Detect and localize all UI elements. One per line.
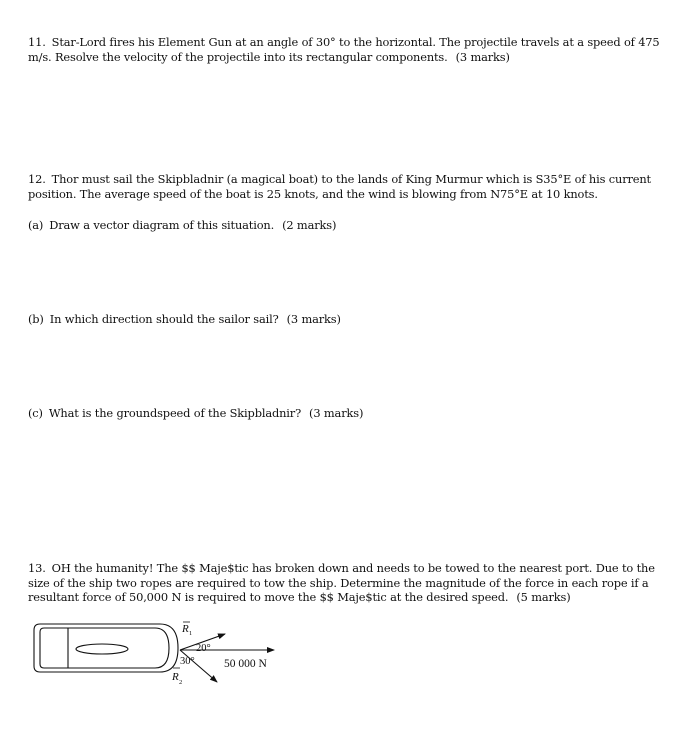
ship-hull-outer <box>34 624 178 672</box>
question-11-marks: (3 marks) <box>455 49 510 64</box>
ship-deck-ellipse <box>76 644 128 654</box>
r1-label: R <box>182 623 189 635</box>
question-13-marks: (5 marks) <box>516 590 571 604</box>
question-12-text: Thor must sail the Skipbladnir (a magical boat) to the lands of King Murmur which is S35°E of his current position. The average speed of the boat is 25 knots, and the wind is blowing from N75°E at 10 knots. <box>28 172 651 201</box>
ship-hull-inner <box>40 628 169 668</box>
question-12c <box>28 406 363 421</box>
question-11-text: Star-Lord fires his Element Gun at an angle of 30° to the horizontal. The projectile travels at a speed of 475 m/s. Resolve the velocity of the projectile into its rectangular components. <box>28 35 660 64</box>
r2-label: R <box>172 671 179 683</box>
question-12b-marks: (3 marks) <box>286 312 341 326</box>
question-12c-label: (c) <box>28 406 43 420</box>
question-13 <box>28 561 668 605</box>
question-12-number: 12. <box>28 172 46 186</box>
question-11-number: 11. <box>28 35 46 49</box>
question-12b-text: In which direction should the sailor sail? <box>49 312 279 326</box>
question-12c-marks: (3 marks) <box>309 406 364 420</box>
question-12a-marks: (2 marks) <box>282 218 337 232</box>
resultant-force-label: 50 000 N <box>224 658 267 670</box>
r2-subscript: 2 <box>179 679 183 686</box>
question-12a <box>28 218 336 233</box>
angle-30-label: 30° <box>180 656 195 667</box>
question-12a-text: Draw a vector diagram of this situation. <box>49 218 275 232</box>
question-13-number: 13. <box>28 561 46 575</box>
question-12c-text: What is the groundspeed of the Skipbladnir? <box>48 406 302 420</box>
angle-20-label: 20° <box>196 643 211 654</box>
question-12b <box>28 312 341 327</box>
question-12b-label: (b) <box>28 312 44 326</box>
ship-towing-diagram <box>30 618 290 690</box>
question-11 <box>28 35 668 64</box>
r1-subscript: 1 <box>189 630 193 637</box>
question-12a-label: (a) <box>28 218 44 232</box>
question-13-text: OH the humanity! The $$ Maje$tic has broken down and needs to be towed to the nearest port. Due to the size of the ship two ropes are required to tow the ship. Determine the magnitude of the force in each rope if a resultant force of 50,000 N is required to move the $$ Maje$tic at the desired speed. <box>28 561 655 604</box>
question-12 <box>28 172 668 201</box>
